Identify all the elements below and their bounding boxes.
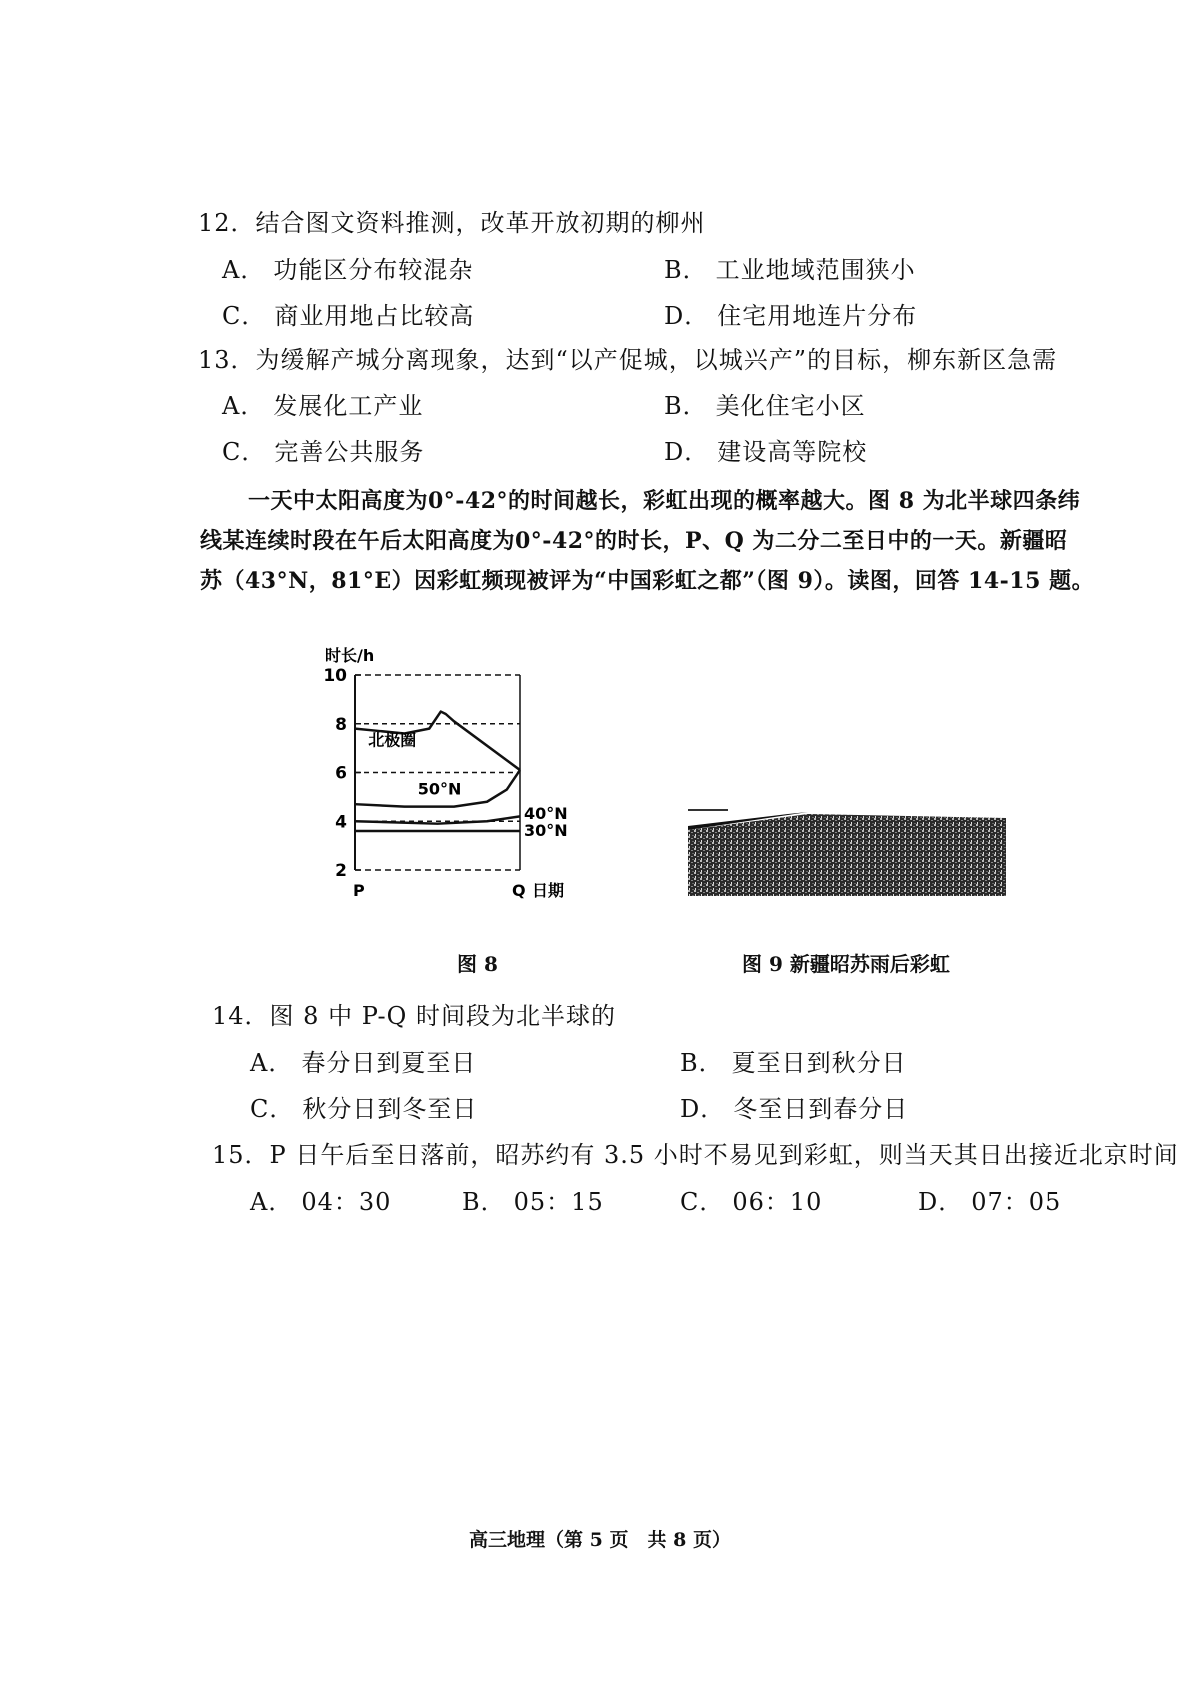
- figure-8-caption: 图 8: [457, 952, 498, 976]
- q12-option-b[interactable]: [664, 250, 924, 285]
- y-tick-label: 6: [335, 763, 347, 784]
- option-label: D．: [664, 302, 710, 330]
- series-line-2: [355, 816, 520, 823]
- option-label: B．: [664, 256, 708, 284]
- option-label: C．: [250, 1095, 295, 1123]
- option-text: 完善公共服务: [274, 438, 425, 466]
- option-label: D．: [918, 1188, 964, 1216]
- q14-stem: 14．图 8 中 P-Q 时间段为北半球的: [212, 1002, 616, 1030]
- option-text: 04：30: [301, 1188, 392, 1216]
- option-label: A．: [222, 392, 266, 420]
- q14-option-a[interactable]: [250, 1043, 484, 1078]
- option-label: B．: [680, 1049, 724, 1077]
- option-label: C．: [222, 302, 267, 330]
- y-tick-label: 4: [335, 812, 347, 833]
- q14-option-d[interactable]: [680, 1089, 916, 1124]
- q13-option-b[interactable]: [664, 386, 874, 421]
- option-text: 夏至日到秋分日: [731, 1049, 907, 1077]
- y-tick-label: 8: [335, 714, 347, 735]
- q12-stem: 12．结合图文资料推测，改革开放初期的柳州: [198, 209, 706, 237]
- q15-stem: 15．P 日午后至日落前，昭苏约有 3.5 小时不易见到彩虹，则当天其日出接近北京时间: [212, 1141, 1179, 1169]
- option-label: C．: [680, 1188, 725, 1216]
- x-start-label: P: [353, 881, 365, 900]
- q15-option-c[interactable]: [680, 1182, 830, 1217]
- y-tick-label: 2: [335, 861, 347, 881]
- series-label: 50°N: [417, 779, 462, 799]
- q12-option-d[interactable]: [664, 296, 925, 331]
- option-text: 06：10: [732, 1188, 823, 1216]
- option-text: 功能区分布较混杂: [273, 256, 474, 284]
- option-label: B．: [664, 392, 708, 420]
- option-text: 商业用地占比较高: [274, 302, 475, 330]
- passage-line-3: 苏（43°N，81°E）因彩虹频现被评为“中国彩虹之都”（图 9）。读图，回答 14-15 题。: [200, 568, 1095, 594]
- q12-option-c[interactable]: [222, 296, 482, 331]
- q13-option-c[interactable]: [222, 432, 432, 467]
- y-tick-label: 10: [323, 666, 347, 686]
- passage-line-2: 线某连续时段在午后太阳高度为0°-42°的时长，P、Q 为二分二至日中的一天。新疆昭: [200, 528, 1068, 554]
- q13-option-d[interactable]: [664, 432, 875, 467]
- option-text: 春分日到夏至日: [301, 1049, 477, 1077]
- y-axis-title: 时长/h: [325, 646, 375, 665]
- option-text: 工业地域范围狭小: [715, 256, 916, 284]
- option-text: 冬至日到春分日: [733, 1095, 909, 1123]
- q12-option-a[interactable]: [222, 250, 481, 285]
- option-text: 07：05: [971, 1188, 1062, 1216]
- rainbow-photo-image: [688, 800, 1006, 896]
- page-footer: 高三地理（第 5 页 共 8 页）: [469, 1529, 731, 1551]
- x-end-label: Q: [512, 881, 526, 900]
- passage-line-1: 一天中太阳高度为0°-42°的时间越长，彩虹出现的概率越大。图 8 为北半球四条纬: [248, 488, 1081, 514]
- q15-option-d[interactable]: [918, 1182, 1069, 1217]
- q13-option-a[interactable]: [222, 386, 431, 421]
- option-text: 建设高等院校: [717, 438, 868, 466]
- x-axis-title: 日期: [532, 881, 565, 900]
- series-label: 30°N: [524, 820, 568, 840]
- figure-8-chart: [300, 640, 600, 900]
- q14-option-b[interactable]: [680, 1043, 915, 1078]
- q13-stem: 13．为缓解产城分离现象，达到“以产促城，以城兴产”的目标，柳东新区急需: [198, 346, 1058, 374]
- option-label: A．: [250, 1188, 294, 1216]
- figure-9-photo: [688, 800, 1006, 896]
- option-text: 发展化工产业: [273, 392, 424, 420]
- option-label: A．: [250, 1049, 294, 1077]
- option-label: D．: [664, 438, 710, 466]
- figure-9-caption: 图 9 新疆昭苏雨后彩虹: [742, 952, 950, 976]
- series-label: 40°N: [524, 803, 568, 823]
- option-label: D．: [680, 1095, 726, 1123]
- option-label: A．: [222, 256, 266, 284]
- option-label: B．: [462, 1188, 506, 1216]
- option-text: 05：15: [513, 1188, 604, 1216]
- q14-option-c[interactable]: [250, 1089, 485, 1124]
- q15-option-b[interactable]: [462, 1182, 612, 1217]
- option-text: 秋分日到冬至日: [302, 1095, 478, 1123]
- option-text: 住宅用地连片分布: [717, 302, 918, 330]
- q15-option-a[interactable]: [250, 1182, 399, 1217]
- option-text: 美化住宅小区: [715, 392, 866, 420]
- series-label: 北极圈: [368, 730, 417, 750]
- option-label: C．: [222, 438, 267, 466]
